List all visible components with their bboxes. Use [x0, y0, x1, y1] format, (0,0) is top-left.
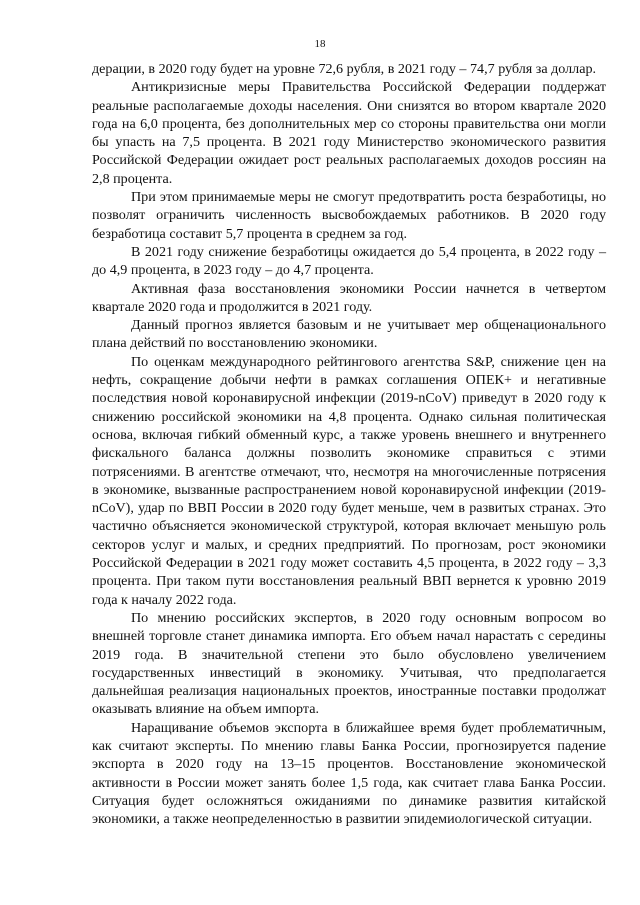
paragraph-unemployment-forecast: В 2021 году снижение безработицы ожидается до 5,4 процента, в 2022 году – до 4,9 процента, в 2023 году – до 4,7 процента. — [92, 243, 606, 279]
document-body — [92, 60, 606, 828]
paragraph-baseline-forecast: Данный прогноз является базовым и не учитывает мер общенационального плана действий по восстановлению экономики. — [92, 317, 606, 352]
paragraph-recovery-phase: Активная фаза восстановления экономики России начнется в четвертом квартале 2020 года и продолжится в 2021 году. — [92, 280, 606, 315]
paragraph-unemployment-2020: При этом принимаемые меры не смогут предотвратить роста безработицы, но позволят ограничить численность высвобождаемых работников. В 2020 году безработица составит 5,7 процента в среднем за год. — [92, 189, 606, 242]
paragraph-import-dynamics: По мнению российских экспертов, в 2020 году основным вопросом во внешней торговле станет динамика импорта. Его объем начал нарастать с середины 2019 года. В значительной степени это было обусловлено увеличением государственных инвестиций в экономику. Учитывая, что предполагается дальнейшая реализация национальных проектов, иностранные поставки продолжат оказывать влияние на объем импорта. — [92, 609, 606, 718]
paragraph-sp-assessment: По оценкам международного рейтингового агентства S&P, снижение цен на нефть, сокращение добычи нефти в рамках соглашения ОПЕК+ и негативные последствия новой коронавирусной инфекции (2019-nCoV) приведут в 2020 году к снижению российской экономики на 4,8 процента. Однако сильная политическая основа, включая гибкий обменный курс, а также уровень внешнего и внутреннего фискального баланса должны позволить экономике справиться с этими потрясениями. В агентстве отмечают, что, несмотря на многочисленные потрясения в экономике, вызванные распространением новой коронавирусной инфекции (2019-nCoV), удар по ВВП России в 2020 году будет меньше, чем в развитых странах. Это частично объясняется экономической структурой, которая включает меньшую роль секторов услуг и малых, и средних предприятий. По прогнозам, рост экономики Российской Федерации в 2021 году может составить 4,5 процента, в 2022 году – 3,3 процента. При таком пути восстановления реальный ВВП вернется к уровню 2019 года к началу 2022 года. — [92, 353, 606, 608]
page-number: 18 — [314, 38, 326, 50]
paragraph-export-outlook: Наращивание объемов экспорта в ближайшее время будет проблематичным, как считают эксперты. По мнению главы Банка России, прогнозируется падение экспорта в 2020 году на 13–15 процентов. Восстановление экономической активности в России может занять более 1,5 года, как считает глава Банка России. Ситуация будет осложняться ожиданиями по динамике развития китайской экономики, а также неопределенностью в развитии эпидемиологической ситуации. — [92, 719, 606, 828]
paragraph-anticrisis-measures: Антикризисные меры Правительства Российской Федерации поддержат реальные располагаемые доходы населения. Они снизятся во втором квартале 2020 года на 6,0 процента, без дополнительных мер со стороны правительства они могли бы упасть на 7,5 процента. В 2021 году Министерство экономического развития Российской Федерации ожидает рост реальных располагаемых доходов россиян на 2,8 процента. — [92, 79, 606, 187]
paragraph-exchange-rate-continuation: дерации, в 2020 году будет на уровне 72,6 рубля, в 2021 году – 74,7 рубля за доллар. — [92, 61, 597, 77]
